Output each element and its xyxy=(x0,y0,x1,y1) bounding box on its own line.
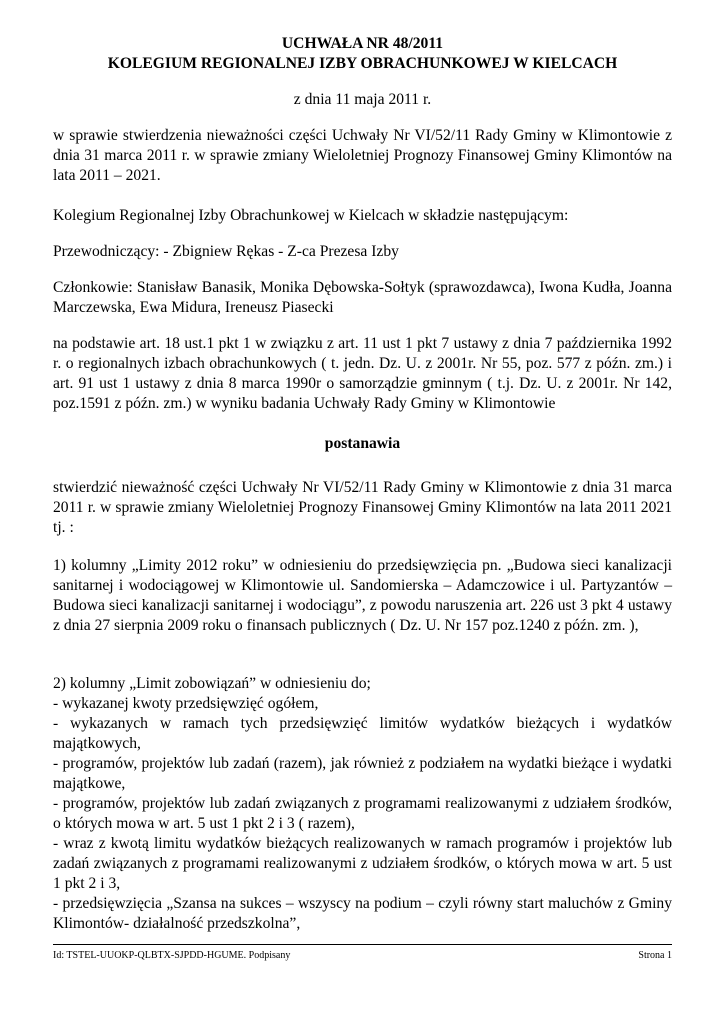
point-2 xyxy=(53,674,672,934)
point-1: 1) kolumny „Limity 2012 roku” w odniesieniu do przedsięwzięcia pn. „Budowa sieci kanalizacji sanitarnej i wodociągowej w Klimontowie ul. Sandomierska – Adamczowice i ul. Partyzantów – Budowa sieci kanalizacji sanitarnej i wodociągu”, z powodu naruszenia art. 226 ust 3 pkt 4 ustawy z dnia 27 sierpnia 2009 roku o finansach publicznych ( Dz. U. Nr 157 poz.1240 z późn. zm. ), xyxy=(53,557,672,634)
members-line: Członkowie: Stanisław Banasik, Monika Dębowska-Sołtyk (sprawozdawca), Iwona Kudła, Joanna Marczewska, Ewa Midura, Ireneusz Piasecki xyxy=(53,279,672,316)
chairperson-line: Przewodniczący: - Zbigniew Rękas - Z-ca Prezesa Izby xyxy=(53,243,399,260)
point-2-item: - przedsięwzięcia „Szansa na sukces – wszyscy na podium – czyli równy start maluchów z Gminy Klimontów- działalność przedszkolna”, xyxy=(53,895,672,932)
composition-statement: Kolegium Regionalnej Izby Obrachunkowej w Kielcach w składzie następującym: xyxy=(53,207,569,224)
point-2-item: - programów, projektów lub zadań (razem), jak również z podziałem na wydatki bieżące i wydatki majątkowe, xyxy=(53,755,672,792)
point-2-item: - wykazanych w ramach tych przedsięwzięć limitów wydatków bieżących i wydatków majątkowych, xyxy=(53,715,672,752)
finding-paragraph: stwierdzić nieważność części Uchwały Nr VI/52/11 Rady Gminy w Klimontowie z dnia 31 marca 2011 r. w sprawie zmiany Wieloletniej Prognozy Finansowej Gminy Klimontów na lata 2011 2021 tj. : xyxy=(53,479,672,536)
point-2-item: - wraz z kwotą limitu wydatków bieżących realizowanych w ramach programów i projektów lub zadań związanych z programami realizowanymi z udziałem środków, o których mowa w art. 5 ust 1 pkt 2 i 3, xyxy=(53,835,672,892)
document-content xyxy=(53,34,672,934)
resolution-date: z dnia 11 maja 2011 r. xyxy=(293,91,432,108)
point-2-item: - programów, projektów lub zadań związanych z programami realizowanymi z udziałem środków, o których mowa w art. 5 ust 1 pkt 2 i 3 ( razem), xyxy=(53,795,672,832)
page-footer xyxy=(53,944,672,962)
point-2-item: - wykazanej kwoty przedsięwzięć ogółem, xyxy=(53,695,319,712)
resolution-subject: w sprawie stwierdzenia nieważności części Uchwały Nr VI/52/11 Rady Gminy w Klimontowie z dnia 31 marca 2011 r. w sprawie zmiany Wieloletniej Prognozy Finansowej Gminy Klimontów na lata 2011 – 2021. xyxy=(53,127,672,184)
decision-heading: postanawia xyxy=(324,435,401,452)
page-number: Strona 1 xyxy=(638,950,672,961)
resolution-title: UCHWAŁA NR 48/2011 xyxy=(281,35,444,52)
document-id: Id: TSTEL-UUOKP-QLBTX-SJPDD-HGUME. Podpisany xyxy=(53,950,291,961)
issuing-body-title: KOLEGIUM REGIONALNEJ IZBY OBRACHUNKOWEJ W KIELCACH xyxy=(107,55,618,72)
legal-basis: na podstawie art. 18 ust.1 pkt 1 w związku z art. 11 ust 1 pkt 7 ustawy z dnia 7 października 1992 r. o regionalnych izbach obrachunkowych ( t. jedn. Dz. U. z 2001r. Nr 55, poz. 577 z późn. zm.) i art. 91 ust 1 ustawy z dnia 8 marca 1990r o samorządzie gminnym ( t.j. Dz. U. z 2001r. Nr 142, poz.1591 z późn. zm.) w wyniku badania Uchwały Rady Gminy w Klimontowie xyxy=(53,335,672,412)
point-2-intro: 2) kolumny „Limit zobowiązań” w odniesieniu do; xyxy=(53,675,371,692)
